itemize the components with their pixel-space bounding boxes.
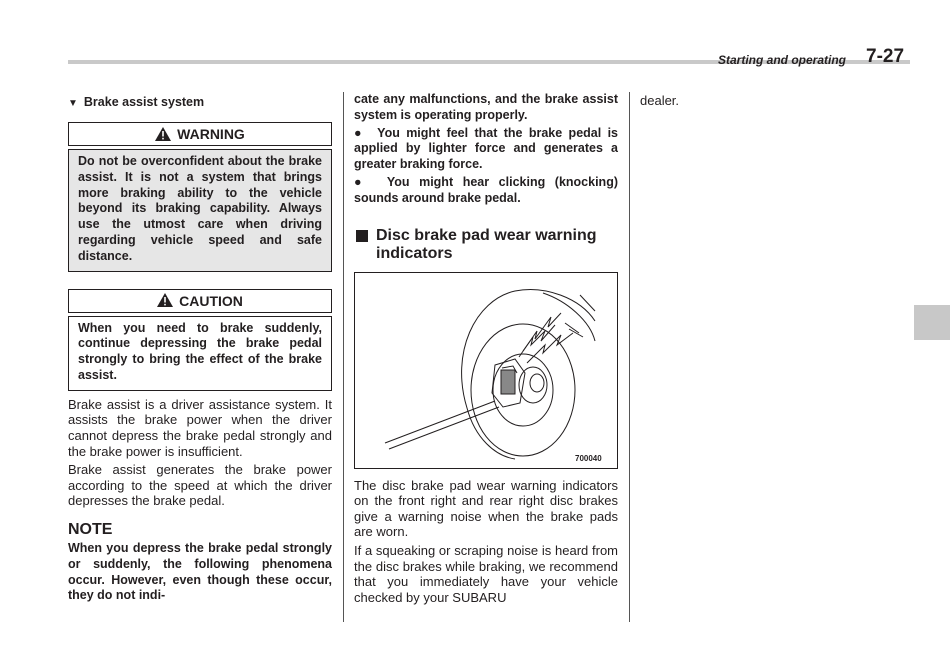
- column-divider-1: [343, 92, 344, 622]
- column-divider-2: [629, 92, 630, 622]
- bullet-dot-icon: ●: [354, 125, 378, 140]
- warning-title: WARNING: [177, 126, 245, 142]
- warning-header: [68, 122, 332, 146]
- running-header-section: Starting and operating: [718, 53, 847, 67]
- chapter-thumb-tab: [914, 305, 950, 340]
- paragraph-continuation: dealer.: [640, 93, 680, 108]
- warning-body: Do not be overconfident about the brake assist. It is not a system that brings more braking ability to the vehicle beyond its braking capability. Always use the utmost care when driving regarding vehicle speed and safe distance.: [68, 149, 332, 272]
- triangle-bullet-icon: ▼: [68, 98, 78, 109]
- subheading-brake-assist: ▼ Brake assist system: [68, 95, 205, 109]
- column-3: [640, 93, 904, 109]
- column-2: [354, 93, 618, 605]
- figure-code: 700040: [575, 453, 602, 463]
- note-title: NOTE: [68, 520, 113, 538]
- note-text: When you depress the brake pedal strongly or suddenly, the following phenomena occur. However, even though these occur, they do not indi-: [68, 540, 332, 603]
- paragraph-brake-assist-2: Brake assist generates the brake power according to the speed at which the driver depresses the brake pedal.: [68, 462, 332, 509]
- brake-illustration: [354, 272, 618, 469]
- paragraph-pad-wear-2: If a squeaking or scraping noise is heard from the disc brakes while braking, we recommend that you immediately have your vehicle checked by your SUBARU: [354, 542, 618, 605]
- section-title-disc-brake: Disc brake pad wear warning indicators: [354, 227, 618, 263]
- note-bullet-1: ● You might feel that the brake pedal is applied by lighter force and generates a greater braking force.: [354, 125, 618, 172]
- caution-title: CAUTION: [179, 292, 243, 309]
- bullet-dot-icon: ●: [354, 174, 387, 189]
- section-square-icon: [356, 230, 368, 242]
- caution-header: [68, 289, 332, 313]
- warning-triangle-icon: [155, 127, 171, 141]
- caution-triangle-icon: [157, 293, 173, 307]
- page-number: 7-27: [866, 46, 905, 67]
- paragraph-pad-wear-1: The disc brake pad wear warning indicators on the front right and rear right disc brakes give a warning noise when the brake pads are worn.: [354, 477, 618, 540]
- paragraph-brake-assist-1: Brake assist is a driver assistance system. It assists the brake power when the driver cannot depress the brake pedal strongly and the brake power is insufficient.: [68, 396, 332, 459]
- note-continuation: cate any malfunctions, and the brake assist system is operating properly.: [354, 92, 618, 122]
- disc-brake-drawing: [355, 273, 617, 466]
- column-1: [68, 93, 332, 604]
- note-bullet-2: ● You might hear clicking (knocking) sounds around brake pedal.: [354, 174, 618, 205]
- caution-body: When you need to brake suddenly, continue depressing the brake pedal strongly to bring the effect of the brake assist.: [68, 316, 332, 391]
